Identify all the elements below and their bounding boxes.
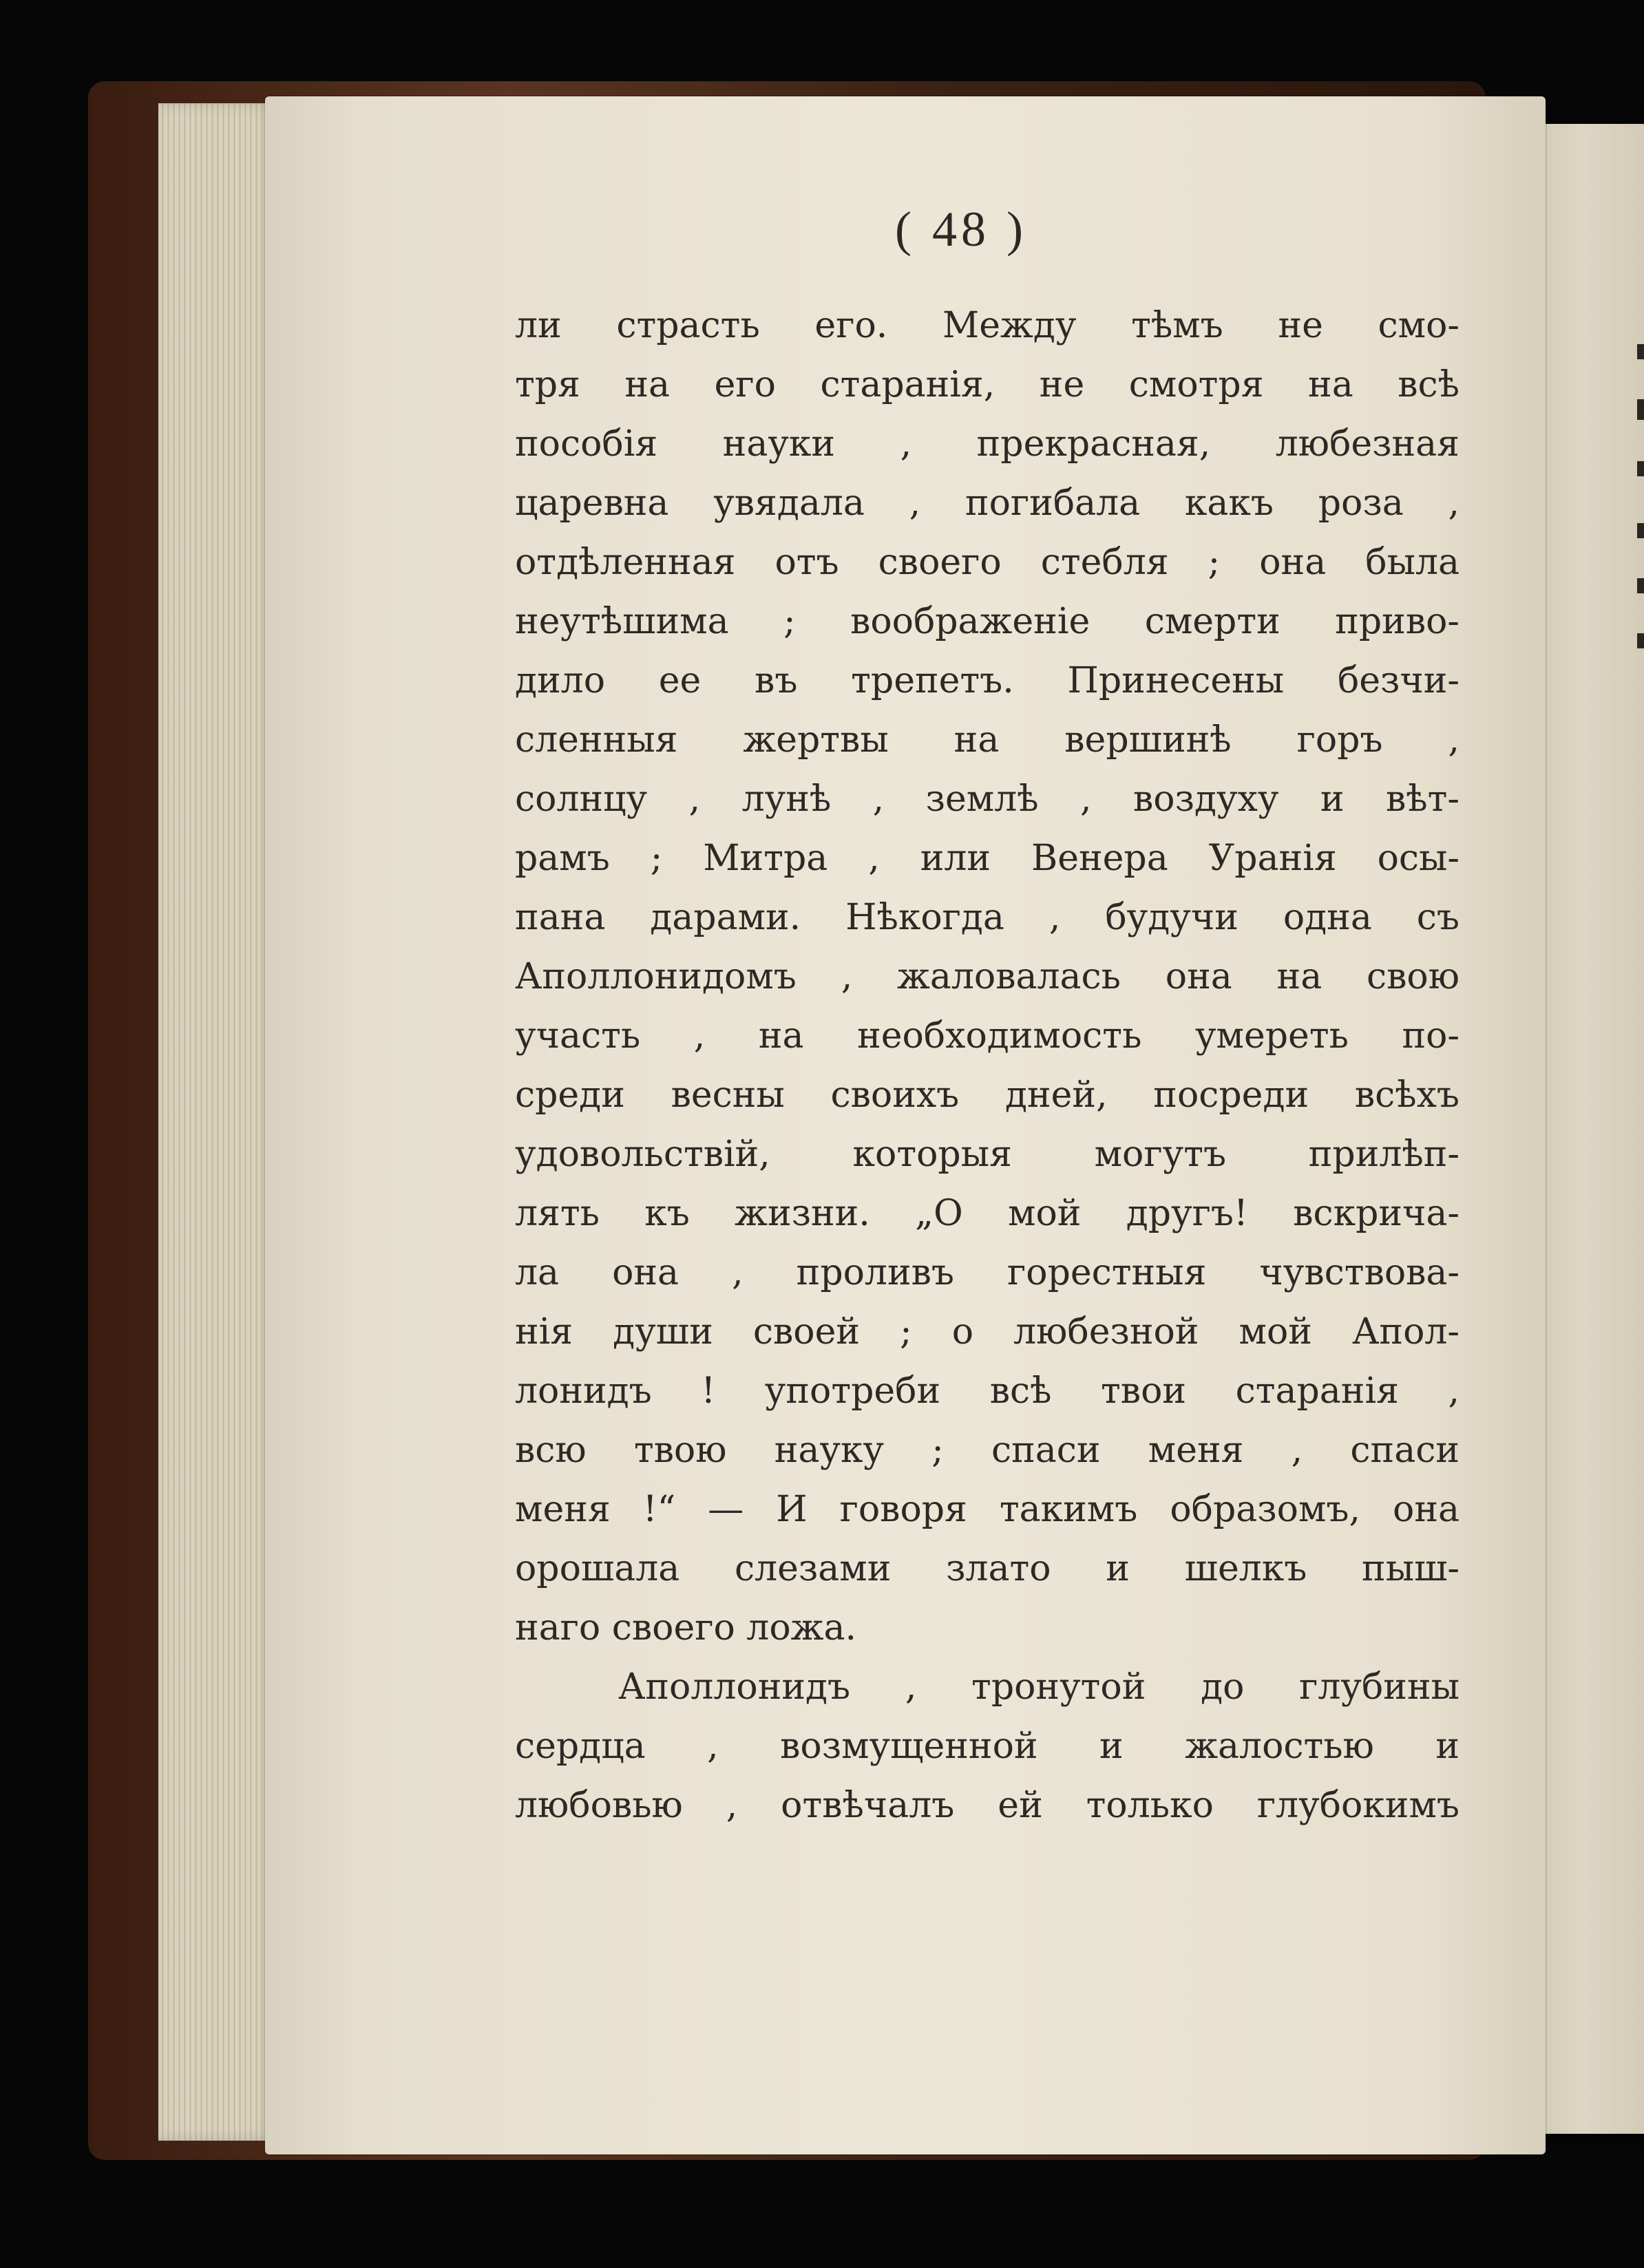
text-line: наго своего ложа. [515, 1607, 857, 1649]
text-line: пана дарами. Нѣкогда , будучи одна съ [515, 897, 1459, 938]
text-line: ла она , проливъ горестныя чувствова- [515, 1252, 1459, 1293]
text-line: тря на его старанія, не смотря на всѣ [515, 364, 1459, 405]
text-line: дило ее въ трепетъ. Принесены безчи- [515, 660, 1459, 701]
text-line: Аполлонидомъ , жаловалась она на свою [515, 956, 1459, 997]
text-line: ли страсть его. Между тѣмъ не смо- [515, 305, 1459, 346]
text-line: всю твою науку ; спаси меня , спаси [515, 1430, 1459, 1471]
text-line: лонидъ ! употреби всѣ твои старанія , [515, 1370, 1459, 1412]
text-line: пособія науки , прекрасная, любезная [515, 423, 1459, 465]
text-line: лять къ жизни. „О мой другъ! вскрича- [515, 1193, 1459, 1234]
text-line: орошала слезами злато и шелкъ пыш- [515, 1548, 1459, 1589]
text-line: солнцу , лунѣ , землѣ , воздуху и вѣт- [515, 778, 1459, 820]
text-line: отдѣленная отъ своего стебля ; она была [515, 542, 1459, 583]
page-text [515, 296, 1459, 1835]
page-number: ( 48 ) [895, 202, 1027, 257]
text-line: сленныя жертвы на вершинѣ горъ , [515, 719, 1459, 761]
text-line: неутѣшима ; воображеніе смерти приво- [515, 601, 1459, 642]
text-line: рамъ ; Митра , или Венера Уранія осы- [515, 838, 1459, 879]
paragraph-2-line: любовью , отвѣчалъ ей только глубокимъ [515, 1785, 1459, 1826]
text-line: удовольствій, которыя могутъ прилѣп- [515, 1134, 1459, 1175]
text-line: меня !“ — И говоря такимъ образомъ, она [515, 1489, 1459, 1530]
paragraph-2-line: Аполлонидъ , тронутой до глубины [618, 1666, 1459, 1708]
text-line: среди весны своихъ дней, посреди всѣхъ [515, 1074, 1459, 1116]
text-line: участь , на необходимость умереть по- [515, 1015, 1459, 1057]
text-line: нія души своей ; о любезной мой Апол- [515, 1311, 1459, 1353]
paragraph-2-line: сердца , возмущенной и жалостью и [515, 1726, 1459, 1767]
page-edges [158, 103, 275, 2141]
text-line: царевна увядала , погибала какъ роза , [515, 483, 1459, 524]
